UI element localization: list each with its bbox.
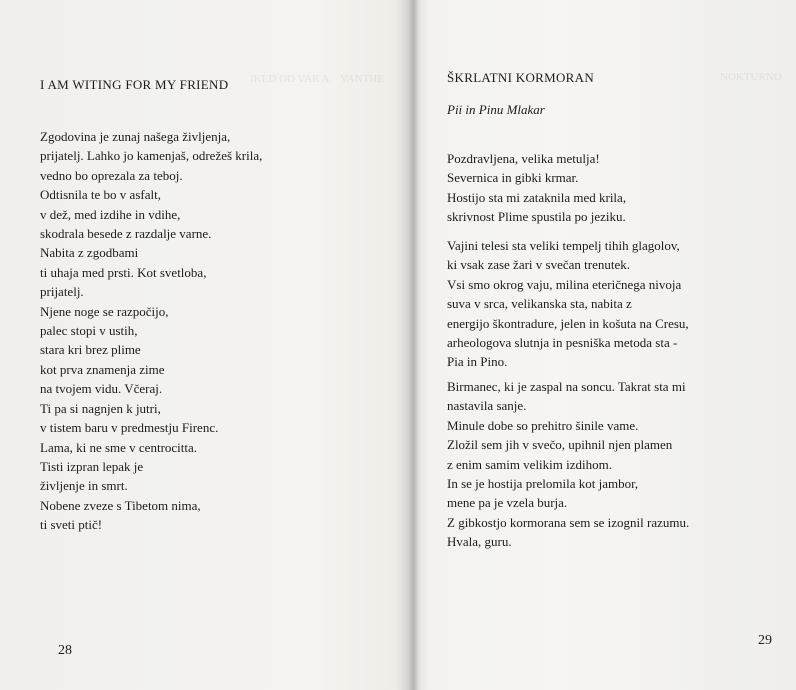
poem-line: Pozdravljena, velika metulja! xyxy=(447,151,600,166)
poem-line: Vajini telesi sta veliki tempelj tihih glagolov, xyxy=(447,238,680,253)
poem-line: Tisti izpran lepak je xyxy=(40,458,144,474)
poem-line: življenje in smrt. xyxy=(40,478,128,494)
show-through-text: NOKTURNO xyxy=(720,71,782,83)
poem-line: Birmanec, ki je zaspal na soncu. Takrat sta mi xyxy=(447,379,686,394)
poem-line: Z gibkostjo kormorana sem se izognil razumu. xyxy=(447,514,690,530)
poem-line: palec stopi v ustih, xyxy=(40,323,138,339)
poem-line: skodrala besede z razdalje varne. xyxy=(40,226,212,242)
poem-line: suva v srca, velikanska sta, nabita z xyxy=(447,296,632,312)
poem-body xyxy=(40,127,262,535)
poem-line: Zgodovina je zunaj našega življenja, xyxy=(40,129,231,144)
poem-line: Hvala, guru. xyxy=(447,534,512,550)
poem-line: skrivnost Plime spustila po jeziku. xyxy=(447,209,626,225)
poem-line: v tistem baru v predmestju Firenc. xyxy=(40,420,219,436)
poem-line: Ti pa si nagnjen k jutri, xyxy=(40,400,161,416)
page-number: 28 xyxy=(58,643,72,658)
poem-line: Zložil sem jih v svečo, upihnil njen plamen xyxy=(447,437,673,453)
poem-line: prijatelj. xyxy=(40,284,84,300)
poem-line: Nobene zveze s Tibetom nima, xyxy=(40,497,201,513)
poem-line: Vsi smo okrog vaju, milina eteričnega nivoja xyxy=(447,276,682,292)
poem-stanza xyxy=(447,236,689,372)
poem-line: kot prva znamenja zime xyxy=(40,361,165,377)
poem-line: Pia in Pino. xyxy=(447,354,508,370)
poem-line: Njene noge se razpočijo, xyxy=(40,303,169,319)
show-through-text: IKED OD VAR A. VANTHE xyxy=(250,73,384,85)
poem-line: Severnica in gibki krmar. xyxy=(447,170,579,186)
poem-line: In se je hostija prelomila kot jambor, xyxy=(447,476,639,492)
poem-line: ti uhaja med prsti. Kot svetloba, xyxy=(40,264,207,280)
poem-title: ŠKRLATNI KORMORAN xyxy=(447,70,595,85)
poem-line: energijo škontradure, jelen in košuta na Cresu, xyxy=(447,315,689,331)
poem-line: nastavila sanje. xyxy=(447,398,527,414)
right-page xyxy=(410,0,796,690)
poem-line: mene pa je vzela burja. xyxy=(447,495,568,511)
poem-dedication: Pii in Pinu Mlakar xyxy=(447,102,545,117)
poem-line: v dež, med izdihe in vdihe, xyxy=(40,206,181,222)
poem-line: na tvojem vidu. Včeraj. xyxy=(40,381,163,397)
page-number: 29 xyxy=(758,633,772,648)
poem-line: stara kri brez plime xyxy=(40,342,141,358)
poem-line: ki vsak zase žari v svečan trenutek. xyxy=(447,257,631,273)
poem-stanza xyxy=(447,149,626,227)
poem-line: Nabita z zgodbami xyxy=(40,245,139,261)
poem-title: I AM WITING FOR MY FRIEND xyxy=(40,77,229,92)
poem-line: Odtisnila te bo v asfalt, xyxy=(40,187,161,203)
poem-line: ti sveti ptič! xyxy=(40,517,103,533)
poem-line: Minule dobe so prehitro šinile vame. xyxy=(447,417,639,433)
poem-line: Hostijo sta mi zataknila med krila, xyxy=(447,189,627,205)
poem-line: z enim samim velikim izdihom. xyxy=(447,456,613,472)
poem-stanza xyxy=(447,377,689,552)
poem-line: arheologova slutnja in pesniška metoda sta - xyxy=(447,335,678,351)
poem-line: prijatelj. Lahko jo kamenjaš, odrežeš krila, xyxy=(40,148,263,164)
poem-line: Lama, ki ne sme v centrocitta. xyxy=(40,439,198,455)
poem-line: vedno bo oprezala za teboj. xyxy=(40,167,183,183)
